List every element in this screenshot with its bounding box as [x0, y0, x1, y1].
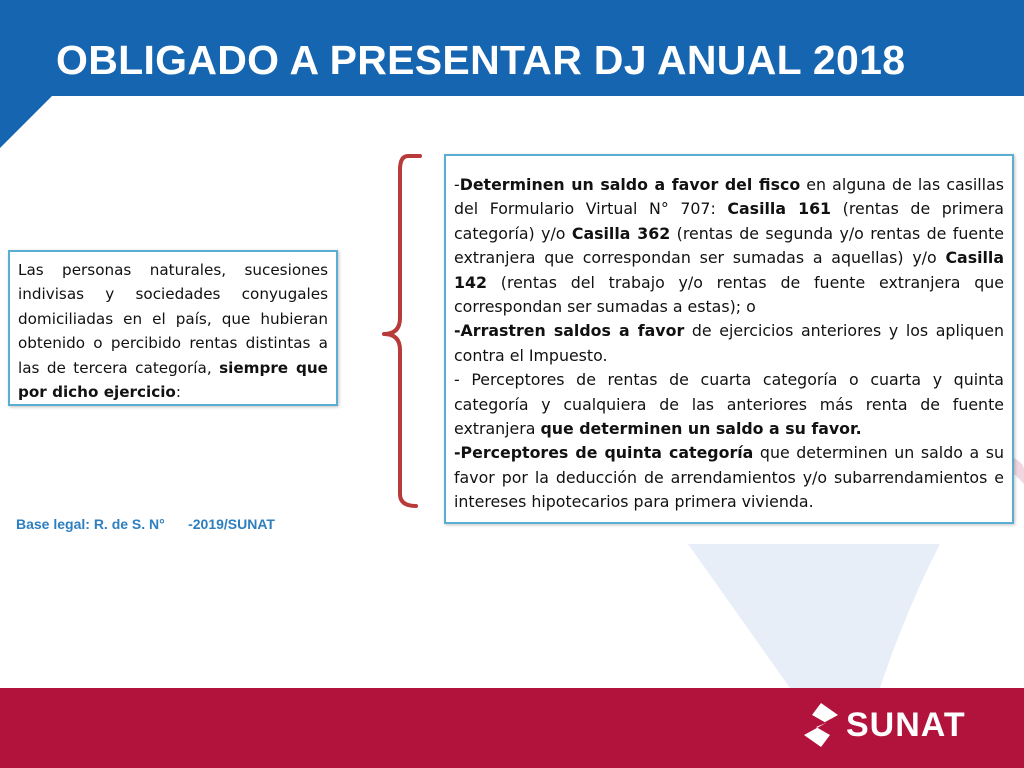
background-decoration — [688, 544, 940, 688]
condition-1-bold: Determinen un saldo a favor del fisco — [459, 175, 801, 194]
casilla-161: Casilla 161 — [727, 199, 832, 219]
sunat-s-logo-icon — [800, 701, 842, 749]
page-title: OBLIGADO A PRESENTAR DJ ANUAL 2018 — [56, 37, 906, 83]
condition-item-2 — [454, 319, 1004, 368]
conditions-list-box — [444, 154, 1014, 524]
sunat-logo-text: SUNAT — [846, 705, 966, 744]
condition-item-1 — [454, 173, 1004, 319]
conditions-intro-box — [8, 250, 338, 406]
condition-item-4 — [454, 441, 1004, 514]
legal-basis: Base legal: R. de S. N° -2019/SUNAT — [16, 516, 275, 532]
condition-2-text: de ejercicios anteriores y los apliquen contra el Impuesto. — [454, 321, 1005, 365]
sunat-logo — [800, 700, 966, 750]
condition-3-text: - Perceptores de rentas de cuarta categoría o cuarta y quinta categoría y cualquiera de las anteriores más renta de fuente extranjera — [454, 370, 1004, 439]
condition-1-text-5: (rentas del trabajo y/o rentas de fuente extranjera que correspondan ser sumadas a estas); o — [454, 272, 1004, 317]
condition-1-text: - — [454, 175, 460, 194]
intro-text-bold: siempre que por dicho ejercicio — [18, 358, 328, 402]
curly-brace — [384, 156, 420, 506]
intro-text-end: : — [175, 383, 181, 402]
condition-4-bold: -Perceptores de quinta categoría — [454, 443, 754, 463]
casilla-362: Casilla 362 — [571, 223, 671, 243]
condition-1-text-2: en alguna de las casillas del Formulario Virtual N° 707: — [454, 175, 1004, 219]
condition-3-bold: que determinen un saldo a su favor. — [540, 419, 862, 439]
condition-2-bold: -Arrastren saldos a favor — [454, 321, 685, 341]
condition-item-3 — [454, 368, 1004, 441]
condition-1-text-4: (rentas de segunda y/o rentas de fuente extranjera que correspondan ser sumadas a aquellas) y/o — [454, 223, 1005, 268]
intro-text: Las personas naturales, sucesiones indivisas y sociedades conyugales domiciliadas en el país, que hubieran obtenido o percibido rentas distintas a las de tercera categoría, — [18, 261, 328, 377]
condition-4-text: que determinen un saldo a su favor por la deducción de arrendamientos y/o subarrendamientos e intereses hipotecarios para primera vivienda. — [454, 443, 1004, 512]
condition-1-text-3: (rentas de primera categoría) y/o — [454, 199, 1004, 243]
casilla-142: Casilla 142 — [454, 248, 1004, 292]
